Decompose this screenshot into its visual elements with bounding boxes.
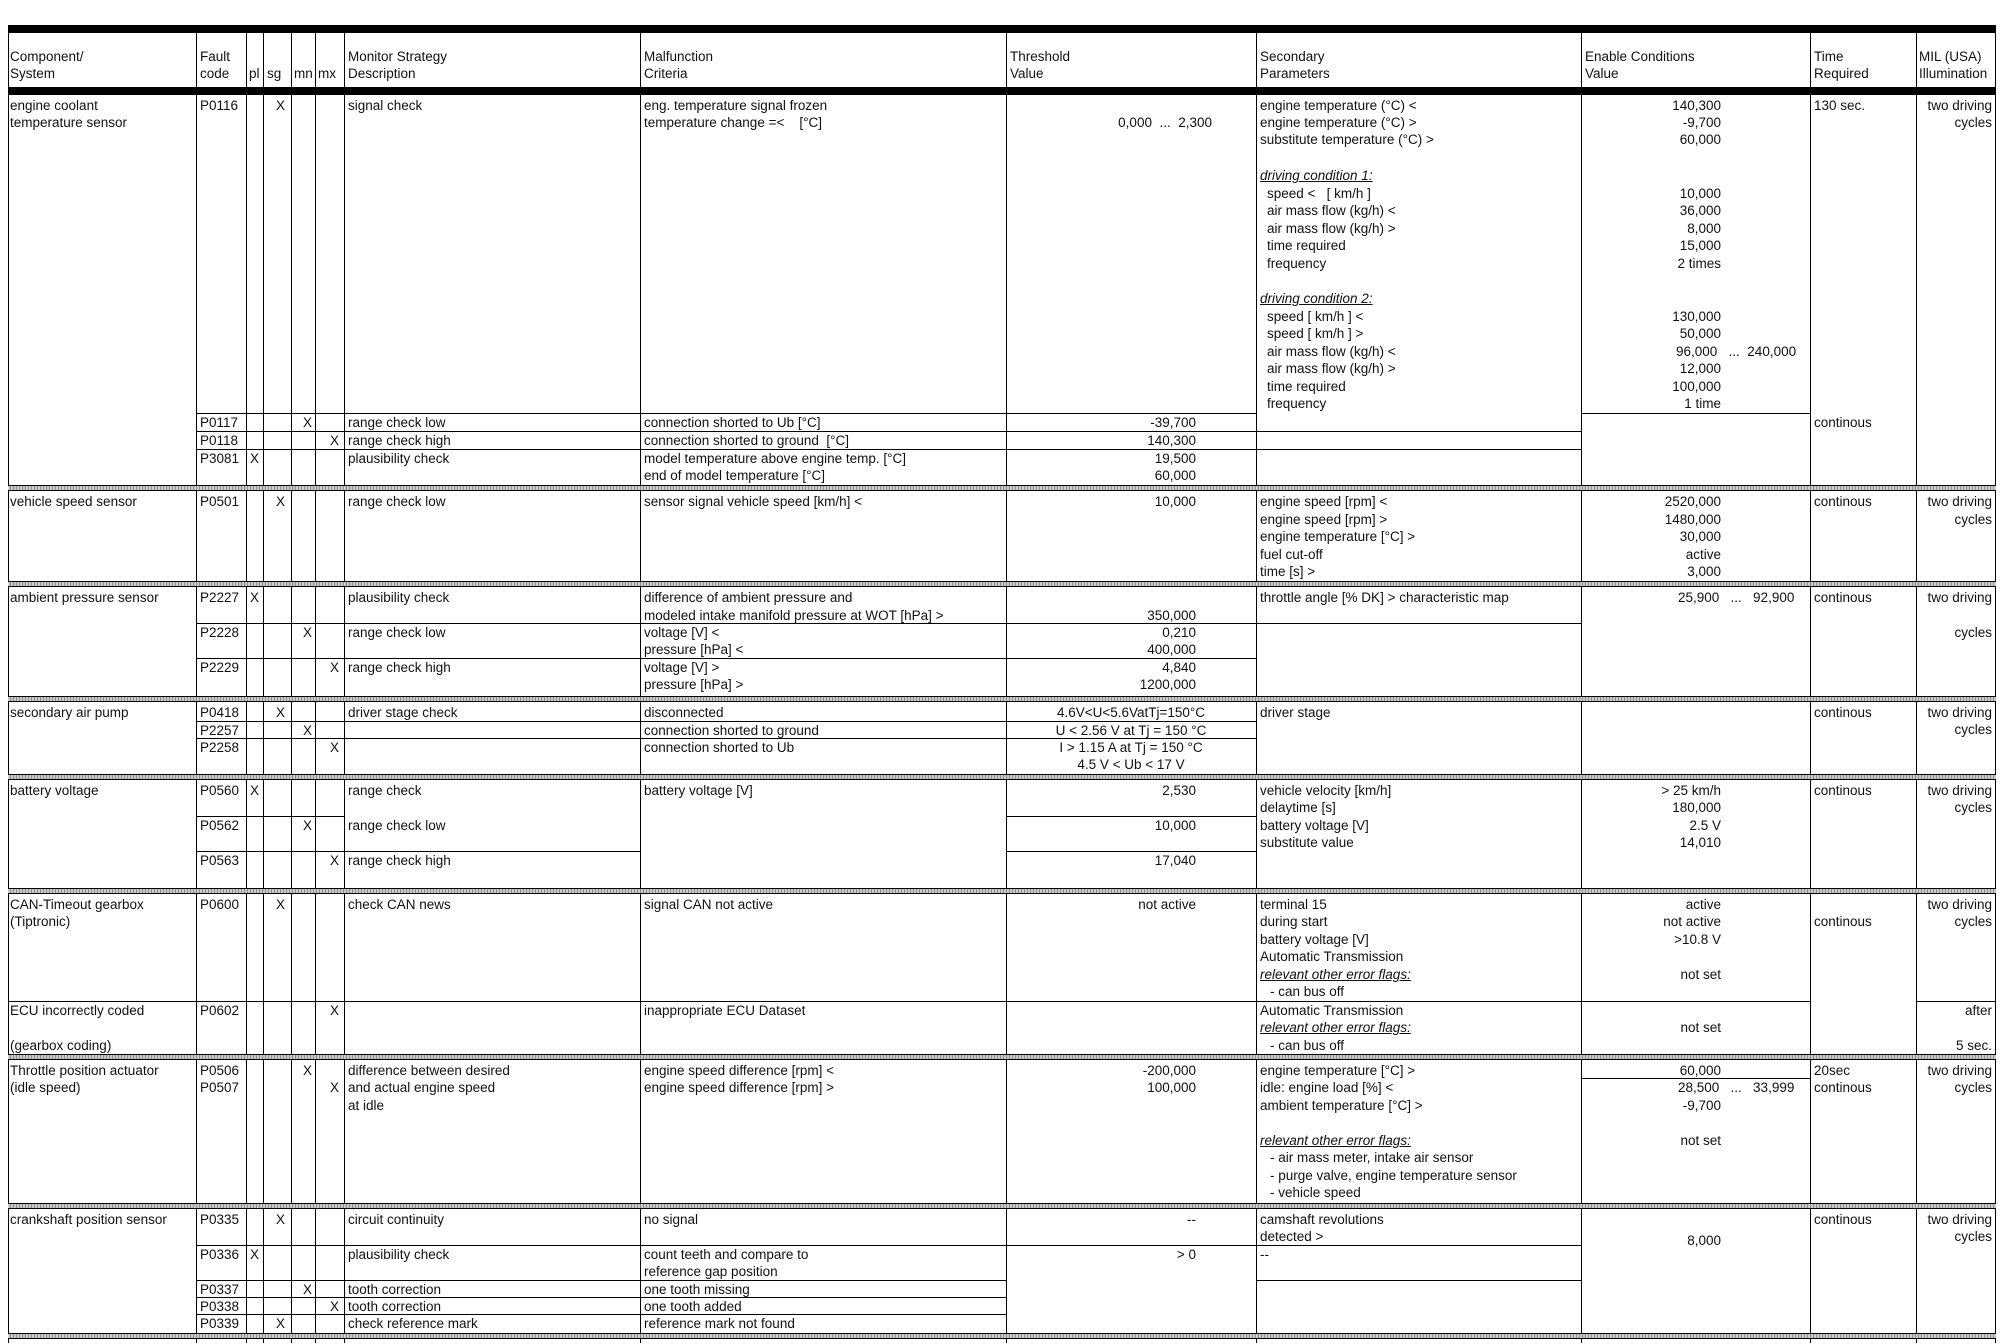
secondary-param: engine speed [rpm] > [1260, 512, 1388, 527]
secondary-param: - can bus off [1270, 1038, 1345, 1053]
header-monitor: Monitor Strategy [348, 49, 448, 64]
secondary-param: detected > [1260, 1229, 1324, 1244]
enable-value: 2 times [1677, 256, 1721, 271]
section-separator [8, 774, 1996, 780]
x-mark: X [250, 590, 260, 605]
malfunction-criteria: battery voltage [V] [644, 783, 753, 798]
malfunction-criteria: modeled intake manifold pressure at WOT [hPa] > [644, 608, 944, 623]
x-mark: X [330, 433, 340, 448]
secondary-param: engine speed [rpm] < [1260, 494, 1388, 509]
monitor-description: range check low [348, 818, 446, 833]
fault-code: P0418 [200, 705, 240, 720]
header-description: Description [348, 66, 416, 81]
header-enable-conditions: Enable Conditions [1585, 49, 1695, 64]
secondary-param: Automatic Transmission [1260, 949, 1404, 964]
section-separator [8, 696, 1996, 702]
header-separator [8, 87, 1996, 95]
secondary-param: air mass flow (kg/h) > [1267, 361, 1396, 376]
section-separator [8, 1054, 1996, 1060]
component-name: vehicle speed sensor [10, 494, 137, 509]
monitor-description: range check [348, 783, 422, 798]
time-required: continous [1814, 783, 1872, 798]
enable-value: 8,000 [1687, 1233, 1721, 1248]
x-mark: X [303, 1063, 313, 1078]
fault-code: P0507 [200, 1080, 240, 1095]
threshold-value: 19,500 [1154, 451, 1196, 466]
malfunction-criteria: disconnected [644, 705, 724, 720]
header-code: code [200, 66, 230, 81]
x-mark: X [330, 1080, 340, 1095]
enable-value: not active [1663, 914, 1721, 929]
secondary-param: - air mass meter, intake air sensor [1270, 1150, 1474, 1165]
threshold-value: 2,530 [1162, 783, 1196, 798]
threshold-value: -- [1187, 1212, 1196, 1227]
enable-value: 12,000 [1679, 361, 1721, 376]
fault-code: P0600 [200, 897, 240, 912]
fault-code: P2257 [200, 723, 240, 738]
monitor-description: plausibility check [348, 590, 450, 605]
mil-illumination: two driving [1927, 98, 1992, 113]
component-name: ambient pressure sensor [10, 590, 159, 605]
monitor-description: tooth correction [348, 1299, 442, 1314]
malfunction-criteria: model temperature above engine temp. [°C] [644, 451, 907, 466]
secondary-param: driver stage [1260, 705, 1331, 720]
header-parameters: Parameters [1260, 66, 1330, 81]
secondary-param: ambient temperature [°C] > [1260, 1098, 1423, 1113]
threshold-value: 17,040 [1154, 853, 1196, 868]
malfunction-criteria: difference of ambient pressure and [644, 590, 853, 605]
secondary-param: air mass flow (kg/h) > [1267, 221, 1396, 236]
malfunction-criteria: pressure [hPa] < [644, 642, 744, 657]
header-time: Time [1814, 49, 1844, 64]
mil-illumination: two driving [1927, 705, 1992, 720]
secondary-param: air mass flow (kg/h) < [1267, 203, 1396, 218]
malfunction-criteria: signal CAN not active [644, 897, 774, 912]
row-divider [196, 1297, 1006, 1298]
threshold-value: > 0 [1176, 1247, 1196, 1262]
header-mn: mn [294, 66, 313, 81]
component-name: engine coolant [10, 98, 98, 113]
enable-value: not set [1680, 1020, 1721, 1035]
header-threshold: Threshold [1010, 49, 1071, 64]
monitor-description: range check low [348, 625, 446, 640]
header-component: Component/ [10, 49, 84, 64]
malfunction-criteria: reference mark not found [644, 1316, 795, 1331]
time-required: continous [1814, 914, 1872, 929]
enable-value: 50,000 [1679, 326, 1721, 341]
enable-value: 30,000 [1679, 529, 1721, 544]
fault-code: P2228 [200, 625, 240, 640]
enable-value: 3,000 [1687, 564, 1721, 579]
secondary-param: delaytime [s] [1260, 800, 1336, 815]
monitor-description: range check low [348, 415, 446, 430]
header-mx: mx [318, 66, 336, 81]
threshold-value: -39,700 [1150, 415, 1196, 430]
malfunction-criteria: voltage [V] < [644, 625, 720, 640]
x-mark: X [276, 705, 286, 720]
secondary-param: time required [1267, 238, 1346, 253]
threshold-value: 4,840 [1162, 660, 1196, 675]
fault-code: P3081 [200, 451, 240, 466]
enable-value: 130,000 [1672, 309, 1721, 324]
malfunction-criteria: connection shorted to ground [644, 723, 819, 738]
secondary-param: substitute temperature (°C) > [1260, 132, 1434, 147]
driving-condition-label: driving condition 1: [1260, 168, 1373, 183]
header-pl: pl [249, 66, 260, 81]
mil-illumination: two driving [1927, 1063, 1992, 1078]
monitor-description: range check high [348, 433, 451, 448]
time-required: 20sec [1814, 1063, 1851, 1078]
threshold-value: 140,300 [1147, 433, 1196, 448]
malfunction-criteria: inappropriate ECU Dataset [644, 1003, 806, 1018]
x-mark: X [330, 1299, 340, 1314]
secondary-param: camshaft revolutions [1260, 1212, 1384, 1227]
malfunction-criteria: no signal [644, 1212, 699, 1227]
secondary-param: terminal 15 [1260, 897, 1327, 912]
secondary-param: substitute value [1260, 835, 1354, 850]
secondary-param: battery voltage [V] [1260, 818, 1369, 833]
header-fault: Fault [200, 49, 231, 64]
mil-illumination: cycles [1954, 1080, 1992, 1095]
x-mark: X [276, 494, 286, 509]
fault-code: P0338 [200, 1299, 240, 1314]
mil-illumination: cycles [1954, 115, 1992, 130]
enable-value: 15,000 [1679, 238, 1721, 253]
fault-code: P0339 [200, 1316, 240, 1331]
malfunction-criteria: connection shorted to Ub [°C] [644, 415, 821, 430]
error-flags-label: relevant other error flags: [1260, 1020, 1411, 1035]
header-sg: sg [267, 66, 282, 81]
time-required: 130 sec. [1814, 98, 1866, 113]
malfunction-criteria: pressure [hPa] > [644, 677, 744, 692]
threshold-value: U < 2.56 V at Tj = 150 °C [1055, 723, 1207, 738]
enable-value: 1 time [1684, 396, 1721, 411]
x-mark: X [330, 740, 340, 755]
fault-code: P0506 [200, 1063, 240, 1078]
secondary-param: time required [1267, 379, 1346, 394]
fault-code: P0336 [200, 1247, 240, 1262]
secondary-param: fuel cut-off [1260, 547, 1323, 562]
row-divider [196, 1280, 1006, 1281]
secondary-param: engine temperature [°C] > [1260, 1063, 1416, 1078]
fault-code: P0118 [200, 433, 239, 448]
x-mark: X [250, 1247, 260, 1262]
malfunction-criteria: voltage [V] > [644, 660, 720, 675]
component-name: CAN-Timeout gearbox [10, 897, 144, 912]
time-required: continous [1814, 590, 1872, 605]
mil-illumination: two driving [1927, 783, 1992, 798]
secondary-param: speed [ km/h ] > [1267, 326, 1364, 341]
component-name-2: (gearbox coding) [10, 1038, 112, 1053]
threshold-value: 4.5 V < Ub < 17 V [1077, 757, 1185, 772]
monitor-description: difference between desired [348, 1063, 510, 1078]
secondary-param: battery voltage [V] [1260, 932, 1369, 947]
component-name: secondary air pump [10, 705, 129, 720]
error-flags-label: relevant other error flags: [1260, 1133, 1411, 1148]
mil-illumination: cycles [1954, 914, 1992, 929]
fault-code: P0501 [200, 494, 240, 509]
mil-illumination: cycles [1954, 1229, 1992, 1244]
fault-code: P0602 [200, 1003, 240, 1018]
enable-value: > 25 km/h [1661, 783, 1721, 798]
x-mark: X [330, 853, 340, 868]
x-mark: X [330, 660, 340, 675]
malfunction-criteria: sensor signal vehicle speed [km/h] < [644, 494, 862, 509]
monitor-description: range check low [348, 494, 446, 509]
threshold-value: 400,000 [1147, 642, 1196, 657]
header-malfunction: Malfunction [644, 49, 714, 64]
secondary-param: frequency [1267, 396, 1327, 411]
enable-value: >10.8 V [1674, 932, 1721, 947]
threshold-value: 0,210 [1162, 625, 1196, 640]
x-mark: X [303, 723, 313, 738]
malfunction-criteria: eng. temperature signal frozen [644, 98, 828, 113]
mil-illumination: cycles [1954, 800, 1992, 815]
enable-value: 28,500 ... 33,999 [1678, 1080, 1795, 1095]
threshold-value: I > 1.15 A at Tj = 150 °C [1059, 740, 1203, 755]
row-divider [1581, 1078, 1810, 1079]
x-mark: X [276, 897, 286, 912]
row-divider [8, 1001, 1810, 1002]
mil-illumination: 5 sec. [1955, 1038, 1992, 1053]
fault-code: P0337 [200, 1282, 240, 1297]
enable-value: 36,000 [1679, 203, 1721, 218]
component-name: battery voltage [10, 783, 99, 798]
monitor-description: check CAN news [348, 897, 451, 912]
fault-code: P0116 [200, 98, 239, 113]
mil-illumination: cycles [1954, 625, 1992, 640]
enable-value: 140,300 [1672, 98, 1721, 113]
secondary-param: engine temperature [°C] > [1260, 529, 1416, 544]
fault-code: P0563 [200, 853, 240, 868]
x-mark: X [303, 625, 313, 640]
fault-code: P0562 [200, 818, 240, 833]
threshold-value: 1200,000 [1139, 677, 1196, 692]
threshold-value: -200,000 [1142, 1063, 1196, 1078]
enable-value: 14,010 [1679, 835, 1721, 850]
enable-value: -9,700 [1682, 1098, 1721, 1113]
monitor-description: plausibility check [348, 451, 450, 466]
x-mark: X [303, 415, 313, 430]
secondary-param: engine temperature (°C) > [1260, 115, 1417, 130]
monitor-description: and actual engine speed [348, 1080, 496, 1095]
header-threshold-value: Value [1010, 66, 1044, 81]
component-name-2: temperature sensor [10, 115, 128, 130]
enable-value: 2.5 V [1689, 818, 1721, 833]
enable-value: not set [1680, 1133, 1721, 1148]
enable-value: 180,000 [1672, 800, 1721, 815]
malfunction-criteria: engine speed difference [rpm] < [644, 1063, 835, 1078]
error-flags-label: relevant other error flags: [1260, 967, 1411, 982]
header-criteria: Criteria [644, 66, 688, 81]
x-mark: X [276, 98, 286, 113]
enable-value: 1480,000 [1664, 512, 1721, 527]
threshold-value: 100,000 [1147, 1080, 1196, 1095]
mil-illumination: cycles [1954, 512, 1992, 527]
header-system: System [10, 66, 56, 81]
component-name: Throttle position actuator [10, 1063, 159, 1078]
malfunction-criteria: connection shorted to ground [°C] [644, 433, 850, 448]
mil-illumination: two driving [1927, 897, 1992, 912]
enable-value: 8,000 [1687, 221, 1721, 236]
secondary-param: vehicle velocity [km/h] [1260, 783, 1392, 798]
row-divider [1581, 413, 1810, 414]
monitor-description: driver stage check [348, 705, 458, 720]
enable-value: active [1685, 897, 1721, 912]
monitor-description: signal check [348, 98, 423, 113]
time-required: continous [1814, 494, 1872, 509]
secondary-param: during start [1260, 914, 1328, 929]
fault-code: P0335 [200, 1212, 240, 1227]
time-required: continous [1814, 1080, 1872, 1095]
secondary-param: Automatic Transmission [1260, 1003, 1404, 1018]
enable-value: 60,000 [1679, 1063, 1721, 1078]
monitor-description: range check high [348, 660, 451, 675]
monitor-description: circuit continuity [348, 1212, 445, 1227]
section-separator [8, 1333, 1996, 1339]
secondary-param: speed < [ km/h ] [1267, 186, 1371, 201]
secondary-param: - vehicle speed [1270, 1185, 1361, 1200]
secondary-param: frequency [1267, 256, 1327, 271]
diagnostic-table [8, 25, 1996, 1343]
secondary-param: engine temperature (°C) < [1260, 98, 1417, 113]
monitor-description: tooth correction [348, 1282, 442, 1297]
fault-code: P2229 [200, 660, 240, 675]
monitor-description: range check high [348, 853, 451, 868]
threshold-value: 60,000 [1154, 468, 1196, 483]
malfunction-criteria: connection shorted to Ub [644, 740, 795, 755]
enable-value: -9,700 [1682, 115, 1721, 130]
time-required: continous [1814, 705, 1872, 720]
enable-value: 60,000 [1679, 132, 1721, 147]
mil-illumination: cycles [1954, 722, 1992, 737]
malfunction-criteria: one tooth added [644, 1299, 742, 1314]
secondary-param: air mass flow (kg/h) < [1267, 344, 1396, 359]
enable-value: 96,000 ... 240,000 [1676, 344, 1797, 359]
row-divider [196, 1314, 1006, 1315]
component-name-2: (Tiptronic) [10, 914, 71, 929]
fault-code: P0117 [200, 415, 239, 430]
component-name: ECU incorrectly coded [10, 1003, 145, 1018]
enable-value: not set [1680, 967, 1721, 982]
x-mark: X [276, 1316, 286, 1331]
fault-code: P2227 [200, 590, 240, 605]
enable-value: 10,000 [1679, 186, 1721, 201]
mil-illumination: two driving [1927, 1212, 1992, 1227]
x-mark: X [276, 1212, 286, 1227]
malfunction-criteria: count teeth and compare to [644, 1247, 809, 1262]
secondary-param: idle: engine load [%] < [1260, 1080, 1394, 1095]
monitor-description: plausibility check [348, 1247, 450, 1262]
threshold-value: not active [1138, 897, 1196, 912]
section-separator [8, 888, 1996, 894]
secondary-param: throttle angle [% DK] > characteristic map [1260, 590, 1509, 605]
threshold-value: 350,000 [1147, 608, 1196, 623]
component-name-2: (idle speed) [10, 1080, 81, 1095]
header-required: Required [1814, 66, 1869, 81]
enable-value: 2520,000 [1664, 494, 1721, 509]
time-required: continous [1814, 415, 1872, 430]
threshold-value: 4.6V<U<5.6VatTj=150°C [1056, 705, 1206, 720]
header-secondary: Secondary [1260, 49, 1325, 64]
header-enable-value: Value [1585, 66, 1619, 81]
header-illumination: Illumination [1919, 66, 1988, 81]
x-mark: X [303, 818, 313, 833]
section-separator [8, 485, 1996, 491]
threshold-value: 10,000 [1154, 494, 1196, 509]
header-mil: MIL (USA) [1919, 49, 1982, 64]
secondary-param: time [s] > [1260, 564, 1316, 579]
mil-illumination: two driving [1927, 590, 1992, 605]
mil-illumination: after [1964, 1003, 1992, 1018]
monitor-description: at idle [348, 1098, 385, 1113]
fault-code: P2258 [200, 740, 240, 755]
threshold-value: 10,000 [1154, 818, 1196, 833]
malfunction-criteria: temperature change =< [°C] [644, 115, 822, 130]
driving-condition-label: driving condition 2: [1260, 291, 1373, 306]
malfunction-criteria: engine speed difference [rpm] > [644, 1080, 835, 1095]
enable-value: 100,000 [1672, 379, 1721, 394]
component-name: crankshaft position sensor [10, 1212, 167, 1227]
mil-illumination: two driving [1927, 494, 1992, 509]
enable-value: 25,900 ... 92,900 [1678, 590, 1795, 605]
malfunction-criteria: reference gap position [644, 1264, 778, 1279]
x-mark: X [250, 783, 260, 798]
secondary-param: - purge valve, engine temperature sensor [1270, 1168, 1517, 1183]
time-required: continous [1814, 1212, 1872, 1227]
malfunction-criteria: one tooth missing [644, 1282, 750, 1297]
section-separator [8, 581, 1996, 587]
threshold-value: 0,000 ... 2,300 [1118, 115, 1212, 130]
secondary-param: -- [1260, 1247, 1269, 1262]
fault-code: P0560 [200, 783, 240, 798]
section-separator [8, 1203, 1996, 1209]
x-mark: X [303, 1282, 313, 1297]
x-mark: X [250, 451, 260, 466]
monitor-description: check reference mark [348, 1316, 478, 1331]
enable-value: active [1685, 547, 1721, 562]
malfunction-criteria: end of model temperature [°C] [644, 468, 825, 483]
secondary-param: speed [ km/h ] < [1267, 309, 1364, 324]
x-mark: X [330, 1003, 340, 1018]
row-divider [1256, 1280, 1581, 1281]
secondary-param: - can bus off [1270, 984, 1345, 999]
